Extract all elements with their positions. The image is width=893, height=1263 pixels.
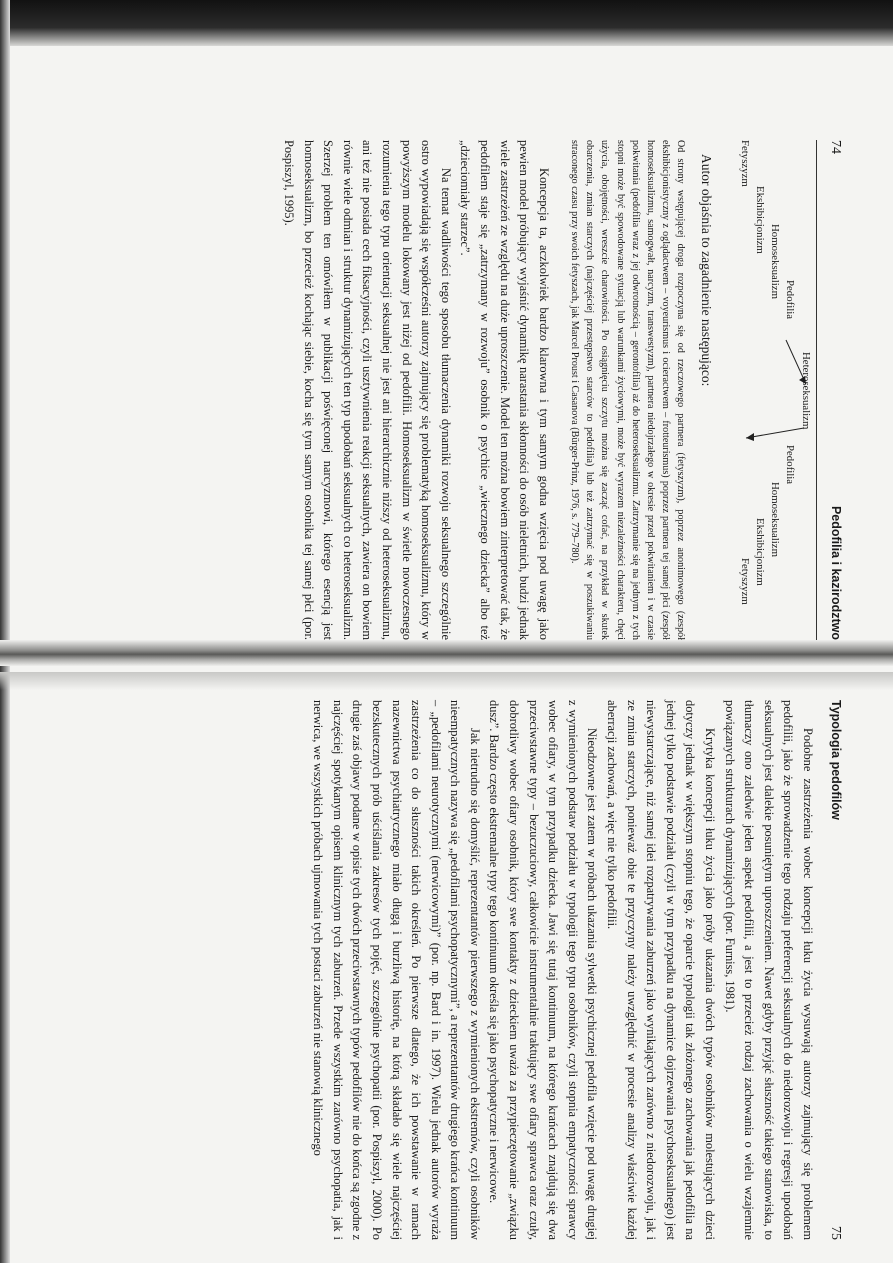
diagram-left-fetyszyzm: Fetyszyzm	[739, 140, 751, 187]
paragraph: Nieodzowne jest zatem w próbach ukazania sylwetki psychicznej pedofila wzięcie pod uwagę drugiej z wymienionych podstaw podziału w typologii tego typu osobników, czyli stopnia empatyczności sprawcy wobec ofiary, w tym przypadku dziecka. Jawi się tutaj kontinuum, na którego krańcach znajdują się dwa przeciwstawne typy – bezuczuciowy, całkowicie instrumentalnie traktujący swe ofiary sprawca oraz czuły, dobrotliwy wobec ofiary osobnik, który swe kontakty z dzieckiem uważa za przypieczętowanie „związku dusz”. Bardzo często ekstremalne typy tego kontinuum określa się jako psychopatyczne i nerwicowe.	[487, 700, 600, 1240]
scan-edge-top	[0, 0, 893, 46]
paragraph: Podobne zastrzeżenia wobec koncepcji łuku życia wysuwają autorzy zajmujący się problemem pedofilii, jako że sprowadzenie tego rodzaju preferencji seksualnych do niedorozwoju i regresji upodobań seksualnych jest dalekie posuniętym uproszczeniem. Nawet gdyby przyjąć słuszność takiego stanowiska, to tłumaczy ono zaledwie jeden aspekt pedofilii, a jest to przecież rodzaj zachowania o wielu wzajemnie powiązanych strukturach dynamizujących (por. Furniss, 1981).	[722, 700, 815, 1240]
arrow-right-down	[746, 428, 804, 438]
page-75	[65, 700, 845, 1240]
page-74	[65, 140, 845, 640]
running-title-75: Typologia pedofilów	[829, 700, 843, 820]
development-diagram	[726, 140, 812, 640]
page-number-74: 74	[828, 140, 843, 154]
paragraph: Krytyka koncepcji łuku życia jako próby ukazania dwóch typów osobników molestujących dzieci dotyczy jednak w większym stopniu tego, że oparcie typologii tak złożonego zachowania jak pedofilia na jednej tylko podstawie podziału (czyli w tym przypadku na dynamice dojrzewania psychoseksualnego) jest niewystarczające, niż samej idei rozpatrywania zaburzeń jako wynikających zarówno z niedorozwoju, jak i ze zmian starczych, ponieważ obie te przyczyny należy uwzględnić w procesie analizy właściwie każdej aberracji zachowań, a więc nie tylko pedofilii.	[605, 700, 718, 1240]
gutter-shadow	[0, 672, 893, 690]
page-number-75: 75	[828, 1226, 843, 1240]
diagram-right-fetyszyzm: Fetyszyzm	[739, 558, 751, 605]
diagram-left-homoseksualizm: Homoseksualizm	[769, 224, 781, 299]
arrowhead-right	[746, 433, 754, 441]
book-gutter	[0, 640, 893, 666]
diagram-left-pedofilia: Pedofilia	[784, 280, 796, 319]
diagram-heteroseksualizm: Heteroseksualizm	[800, 352, 812, 430]
paragraph: Jak nietrudno się domyślić, reprezentantów pierwszego z wymienionych ekstremów, czyli osobników nieempatycznych nazywa się „pedofilami psychopatycznymi”, a reprezentantów drugiego krańca kontinuum – „pedofilami neurotycznymi (nerwicowymi)” (por. np. Bard i in. 1997). Wielu jednak autorów wyraża zastrzeżenia co do słuszności takich określeń. Po pierwsze dlatego, że ich powstawanie w ramach nazewnictwa psychiatrycznego miało długą i burzliwą historię, na którą składało się wiele najczęściej bezskutecznych prób uściślania zakresów tych pojęć, szczególnie psychopatii (por. Pospiszyl, 2000). Po drugie zaś objawy podane w opisie tych dwóch przeciwstawnych typów pedofilów nie do końca są zgodne z najczęściej spotykanym opisem klinicznym tych zaburzeń. Przede wszystkim zarówno psychopatia, jak i nerwica, we wszystkich próbach ujmowania tych postaci zaburzeń nie stanowią klinicznego	[311, 700, 482, 1240]
diagram-left-ekshibicjonizm: Ekshibicjonizm	[754, 186, 766, 254]
page-74-header	[816, 140, 845, 640]
paragraph: Na temat wadliwości tego sposobu tłumaczenia dynamiki rozwoju seksualnego szczególnie ostro wypowiadają się współcześni autorzy zajmujący się problematyką homoseksualizmu, który w powyższym modelu lokowany jest niżej od pedofilii. Homoseksualizm w świetle nowoczesnego rozumienia tego typu orientacji seksualnej nie jest ani hierarchicznie niższy od heteroseksualizmu, ani też nie posiada cech fiksacyjności, czyli usztywnienia reakcji seksualnych, zawiera on bowiem równie wiele odmian i struktur dynamizujących ten typ upodobań seksualnych co heteroseksualizm. Szerzej problem ten omówiłem w publikacji poświęconej narcyzmowi, którego esencją jest homoseksualizm, bo przecież kochając siebie, kocha się tym samym osobnika tej samej płci (por. Pospiszyl, 1995).	[282, 140, 453, 640]
diagram-right-homoseksualizm: Homoseksualizm	[769, 482, 781, 557]
diagram-right-ekshibicjonizm: Ekshibicjonizm	[754, 518, 766, 586]
paragraph: Koncepcja ta, aczkolwiek bardzo klarowna i tym samym godna wzięcia pod uwagę jako pewien model próbujący wyjaśnić dynamikę narastania skłonności do osób nieletnich, budzi jednak wiele zastrzeżeń ze względu na duże uproszczenie. Model ten można bowiem zinterpretować tak, że pedofilem staje się „zatrzymany w rozwoju” osobnik o psychice „wiecznego dziecka” albo też „dzieciomiały starzec”.	[458, 140, 551, 640]
diagram-right-pedofilia: Pedofilia	[784, 445, 796, 484]
quoted-note: Od strony wstępującej droga rozpoczyna się od rzeczowego partnera (fetyszyzm), poprzez anonimowego (zespół ekshibicjonistyczny z oglądactwem – voyeurismus i ocieractwem – frotteurismus) poprzez partnera tej samej płci (zespół homoseksualizmu, samogwałt, narcyzm, transwestyzm), partnera niedojrzałego w okresie przed pokwitaniem i w czasie pokwitania (pedofilia wraz z jej odwrotnością – gerontofilia) aż do heteroseksualizmu. Zatrzymanie się na jednym z tych stopni może być spowodowane sytuacją lub warunkami życiowymi, może być wyrazem niezależności charakteru, chęci użycia, obojętności, wreszcie charowitości. Po osiągnięciu szczytu można się zacząć cofać, na przykład w skutek obarczenia, zmian starczych (najczęściej przestępstwo starców to pedofilia) lub też zatrzymać się w poszukiwaniu straconego czasu przy swoich fetyszach, jak Marcel Proust i Casanova (Bürger-Prinz, 1976, s. 779–780).	[568, 140, 687, 640]
running-title-74: Pedofilia i kazirodztwo	[829, 505, 843, 640]
diagram-intro: Autor objaśnia to zagadnienie następująco:	[699, 154, 714, 387]
page-75-header	[817, 700, 845, 1240]
scan-edge-left	[0, 0, 10, 1263]
